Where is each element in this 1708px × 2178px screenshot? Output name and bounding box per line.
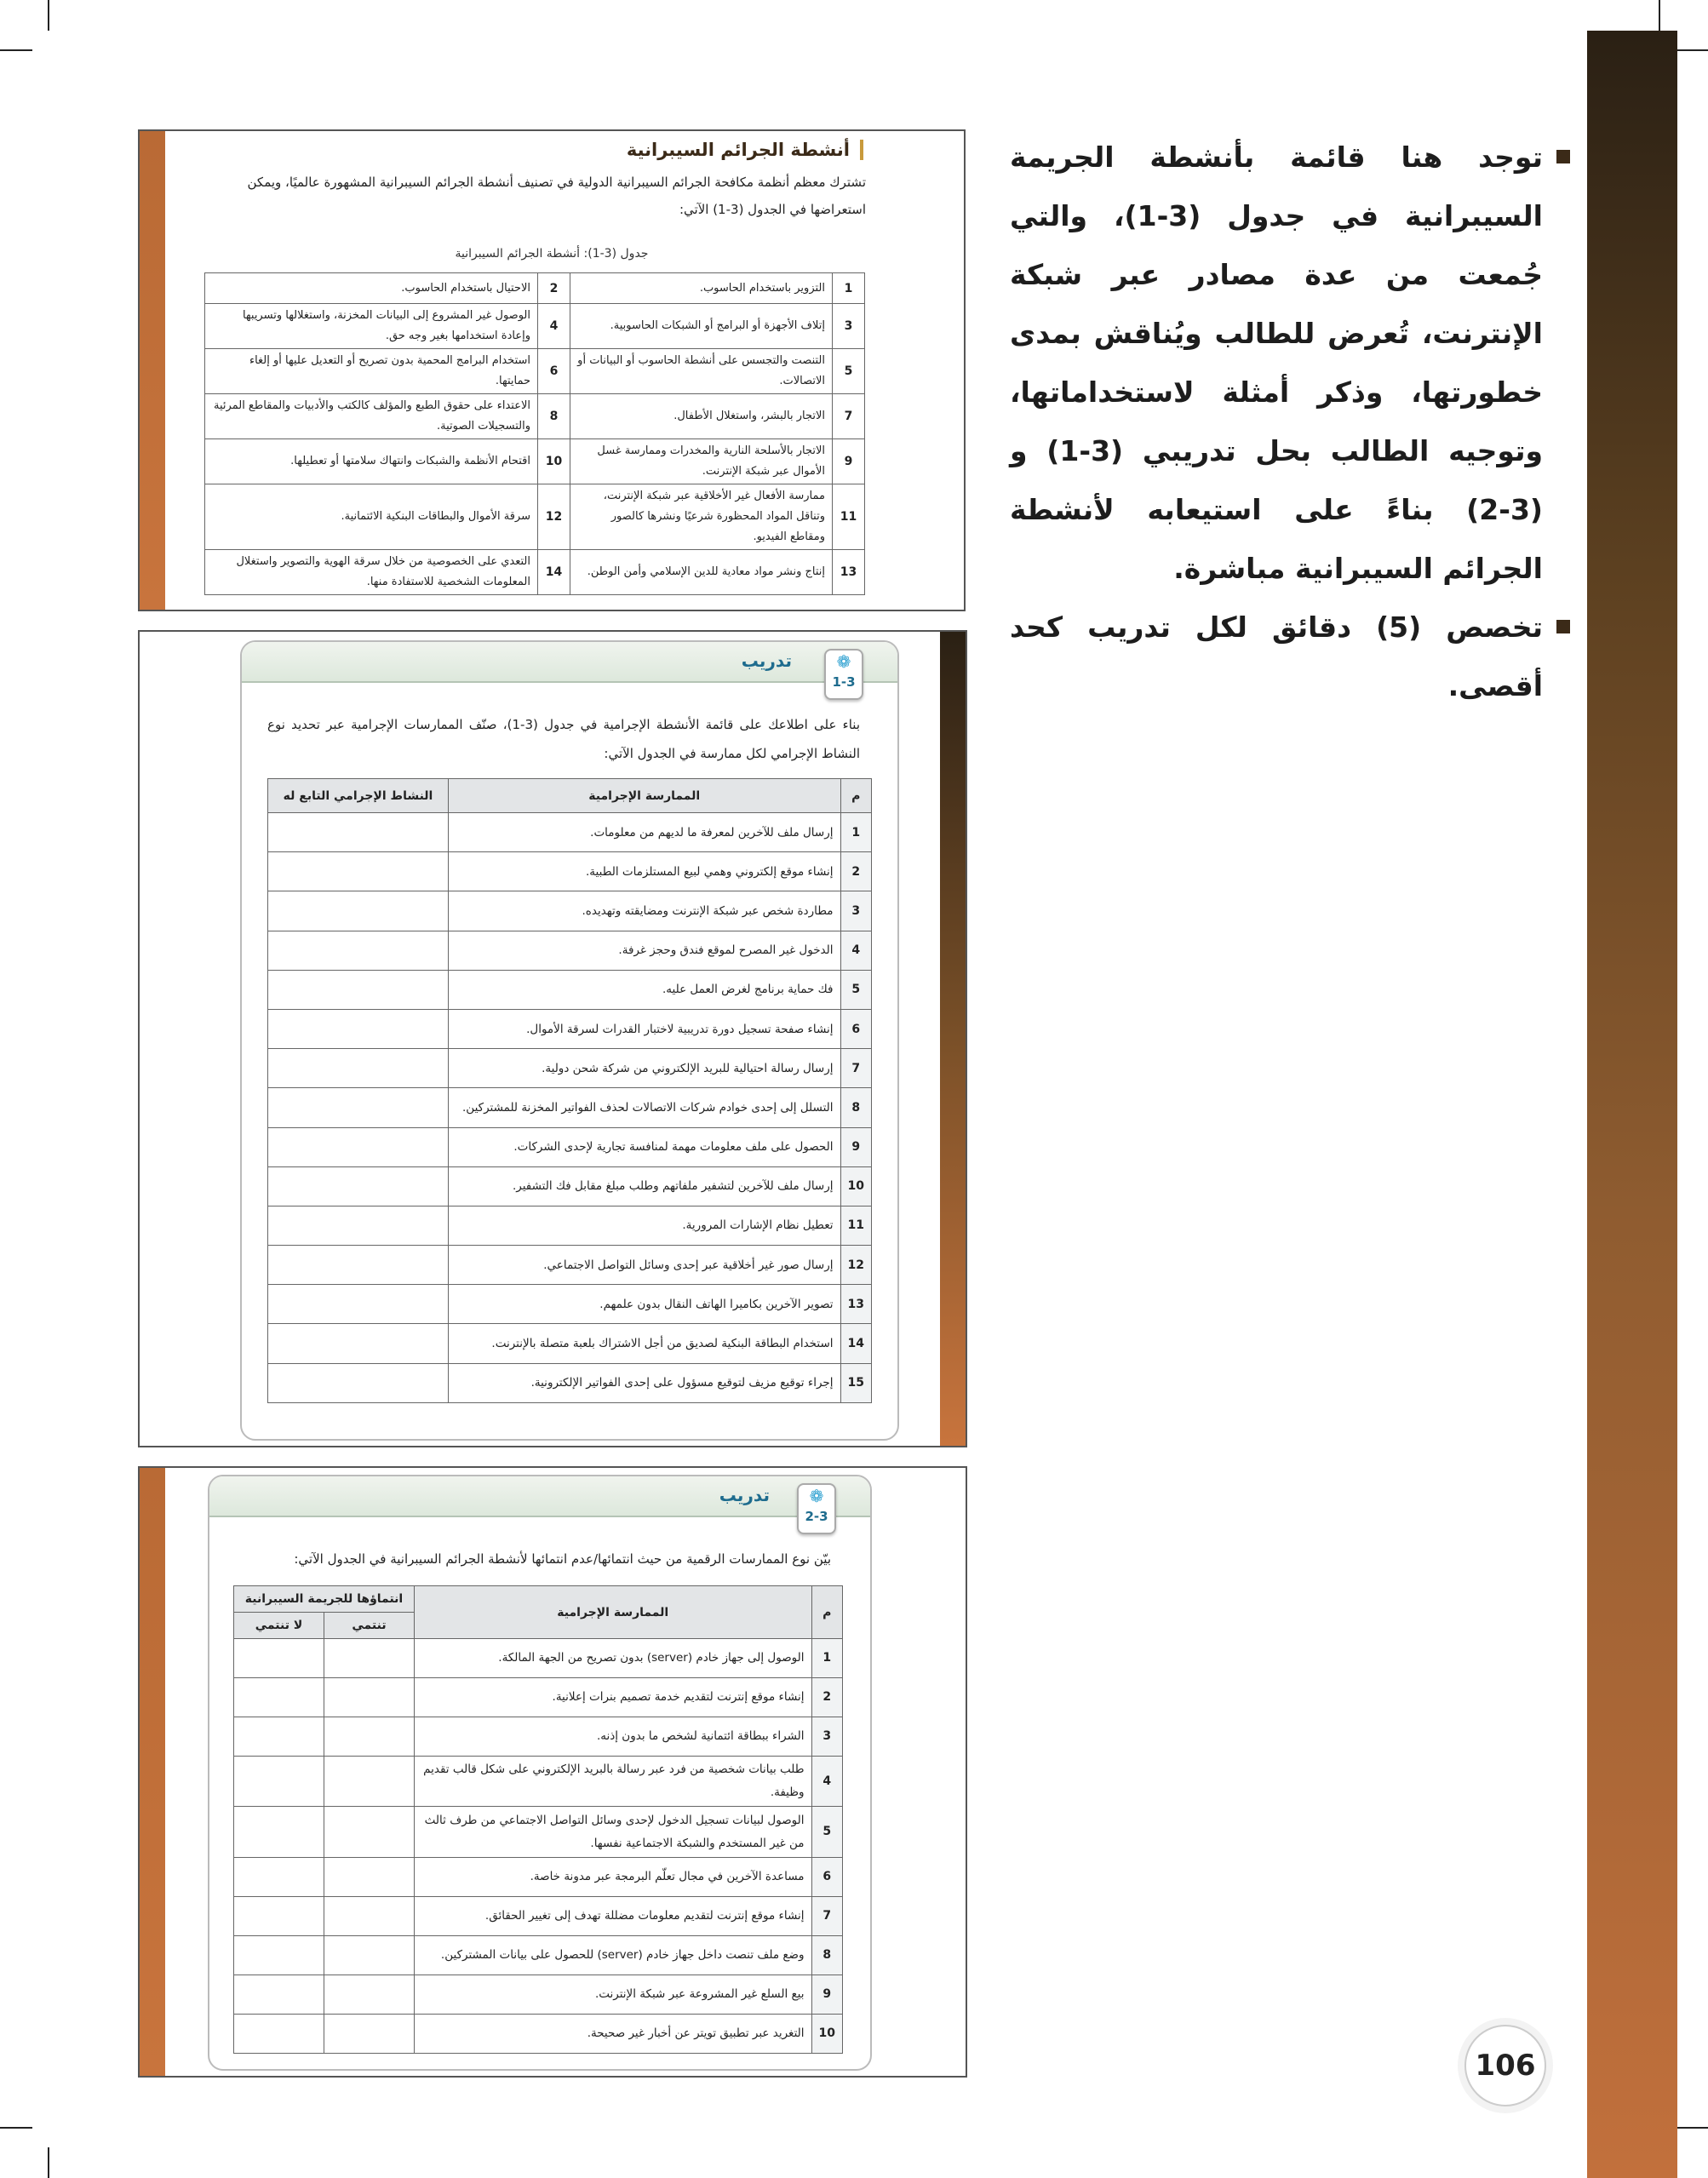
row-number: 10 (811, 2015, 842, 2054)
practice-text: الوصول إلى جهاز خادم (server) بدون تصريح من الجهة المالكة. (415, 1639, 812, 1678)
practice-text: بيع السلع غير المشروعة عبر شبكة الإنترنت. (415, 1975, 812, 2015)
exercise-2-card (208, 1475, 872, 2071)
practice-text: الوصول لبيانات تسجيل الدخول لإحدى وسائل التواصل الاجتماعي من طرف ثالث من غير المستخدم والشبكة الاجتماعية نفسها. (415, 1807, 812, 1858)
exercise-number: 1-3 (832, 674, 856, 690)
row-number: 15 (840, 1363, 871, 1402)
row-number: 14 (840, 1324, 871, 1363)
answer-yes-cell[interactable] (324, 1717, 415, 1757)
table-row (268, 1246, 872, 1285)
table-row (268, 1363, 872, 1402)
activity-text: ممارسة الأفعال غير الأخلاقية عبر شبكة الإنترنت، وتناقل المواد المحظورة شرعيًا ونشرها كالصور ومقاطع الفيديو. (570, 484, 833, 550)
practice-text: التسلل إلى إحدى خوادم شركات الاتصالات لحذف الفواتير المخزنة للمشتركين. (449, 1088, 841, 1127)
crop-mark (1677, 2127, 1708, 2129)
answer-cell[interactable] (268, 891, 449, 931)
practice-text: تعطيل نظام الإشارات المرورية. (449, 1206, 841, 1245)
activity-number: 5 (833, 349, 865, 394)
row-number: 12 (840, 1246, 871, 1285)
answer-cell[interactable] (268, 1363, 449, 1402)
answer-cell[interactable] (268, 1049, 449, 1088)
practice-text: إنشاء موقع إنترنت لتقديم خدمة تصميم بنرات إعلانية. (415, 1678, 812, 1717)
answer-no-cell[interactable] (234, 1807, 324, 1858)
answer-cell[interactable] (268, 813, 449, 852)
practice-text: إرسال ملف للآخرين لمعرفة ما لديهم من معلومات. (449, 813, 841, 852)
practice-text: استخدام البطاقة البنكية لصديق من أجل الاشتراك بلعبة متصلة بالإنترنت. (449, 1324, 841, 1363)
col-number-header: م (840, 779, 871, 813)
row-number: 7 (811, 1897, 842, 1936)
section-title: أنشطة الجرائم السيبرانية (627, 140, 863, 160)
practice-text: إرسال رسالة احتيالية للبريد الإلكتروني من شركة شحن دولية. (449, 1049, 841, 1088)
practice-text: إرسال صور غير أخلاقية عبر إحدى وسائل التواصل الاجتماعي. (449, 1246, 841, 1285)
table-row (268, 931, 872, 970)
answer-no-cell[interactable] (234, 1757, 324, 1807)
exercise-title: تدريب (719, 1485, 770, 1505)
frame-side-bar (140, 131, 165, 610)
table-row (205, 439, 865, 484)
answer-yes-cell[interactable] (324, 1897, 415, 1936)
answer-cell[interactable] (268, 1009, 449, 1048)
row-number: 3 (840, 891, 871, 931)
activity-text: الوصول غير المشروع إلى البيانات المخزنة، واستغلالها وتسريبها وإعادة استخدامها بغير وجه حق. (205, 304, 538, 349)
practice-text: إرسال ملف للآخرين لتشفير ملفاتهم وطلب مبلغ مقابل فك التشفير. (449, 1166, 841, 1206)
col-practice-header: الممارسة الإجرامية (449, 779, 841, 813)
row-number: 7 (840, 1049, 871, 1088)
activity-number: 6 (538, 349, 570, 394)
answer-yes-cell[interactable] (324, 1807, 415, 1858)
exercise-badge (797, 1483, 836, 1534)
table-row (234, 1975, 843, 2015)
table-row (234, 1678, 843, 1717)
crop-mark (48, 0, 49, 31)
practice-text: إنشاء موقع إلكتروني وهمي لبيع المستلزمات الطبية. (449, 852, 841, 891)
answer-no-cell[interactable] (234, 1858, 324, 1897)
activity-number: 8 (538, 394, 570, 439)
table-row (205, 304, 865, 349)
answer-cell[interactable] (268, 931, 449, 970)
row-number: 4 (811, 1757, 842, 1807)
activity-text: الاعتداء على حقوق الطبع والمؤلف كالكتب والأدبيات والمقاطع المرئية والتسجيلات الصوتية. (205, 394, 538, 439)
practice-text: مطاردة شخص عبر شبكة الإنترنت ومضايقته وتهديده. (449, 891, 841, 931)
table-row (268, 891, 872, 931)
row-number: 5 (840, 970, 871, 1009)
activity-number: 13 (833, 550, 865, 595)
activity-text: الاتجار بالبشر، واستغلال الأطفال. (570, 394, 833, 439)
activity-text: اقتحام الأنظمة والشبكات وانتهاك سلامتها أو تعطيلها. (205, 439, 538, 484)
crop-mark (0, 49, 32, 51)
crop-mark (48, 2147, 49, 2178)
table-row (268, 1166, 872, 1206)
practice-text: تصوير الآخرين بكاميرا الهاتف النقال بدون علمهم. (449, 1285, 841, 1324)
row-number: 11 (840, 1206, 871, 1245)
activity-number: 1 (833, 273, 865, 304)
table-row (234, 1897, 843, 1936)
row-number: 10 (840, 1166, 871, 1206)
answer-cell[interactable] (268, 1285, 449, 1324)
activity-text: إنتاج ونشر مواد معادية للدين الإسلامي وأمن الوطن. (570, 550, 833, 595)
exercise-instructions: بناء على اطلاعك على قائمة الأنشطة الإجرامية في جدول (3-1)، صنّف الممارسات الإجرامية عبر تحديد نوع النشاط الإجرامي لكل ممارسة في الجدول الآتي: (267, 717, 860, 761)
practice-text: مساعدة الآخرين في مجال تعلّم البرمجة عبر مدونة خاصة. (415, 1858, 812, 1897)
answer-no-cell[interactable] (234, 2015, 324, 2054)
practice-text: إنشاء موقع إنترنت لتقديم معلومات مضللة تهدف إلى تغيير الحقائق. (415, 1897, 812, 1936)
practice-text: الحصول على ملف معلومات مهمة لمنافسة تجارية لإحدى الشركات. (449, 1127, 841, 1166)
activity-text: التزوير باستخدام الحاسوب. (570, 273, 833, 304)
crop-mark (1659, 0, 1660, 31)
row-number: 13 (840, 1285, 871, 1324)
table-row (205, 484, 865, 550)
row-number: 4 (840, 931, 871, 970)
activity-number: 3 (833, 304, 865, 349)
guide-notes (1010, 128, 1572, 715)
practice-text: الدخول غير المصرح لموقع فندق وحجز غرفة. (449, 931, 841, 970)
exercise-number: 2-3 (805, 1509, 828, 1524)
activity-text: الاحتيال باستخدام الحاسوب. (205, 273, 538, 304)
card-header (242, 642, 897, 683)
row-number: 2 (840, 852, 871, 891)
answer-yes-cell[interactable] (324, 1858, 415, 1897)
cybercrime-activities-frame (138, 129, 966, 611)
table-row (234, 2015, 843, 2054)
exercise-title: تدريب (741, 651, 792, 671)
hand-icon: ❁ (836, 651, 851, 672)
activity-number: 4 (538, 304, 570, 349)
activity-number: 12 (538, 484, 570, 550)
answer-cell[interactable] (268, 852, 449, 891)
practice-text: إجراء توقيع مزيف لتوقيع مسؤول على إحدى الفواتير الإلكترونية. (449, 1363, 841, 1402)
answer-yes-cell[interactable] (324, 1678, 415, 1717)
table-row (268, 1127, 872, 1166)
answer-cell[interactable] (268, 1324, 449, 1363)
activity-number: 10 (538, 439, 570, 484)
activity-text: سرقة الأموال والبطاقات البنكية الائتمانية. (205, 484, 538, 550)
decorative-sidebar (1587, 31, 1677, 2178)
row-number: 1 (840, 813, 871, 852)
col-activity-header: النشاط الإجرامي التابع له (268, 779, 449, 813)
table-row (205, 349, 865, 394)
table-row (234, 1858, 843, 1897)
answer-cell[interactable] (268, 1206, 449, 1245)
answer-no-cell[interactable] (234, 1639, 324, 1678)
practice-text: طلب بيانات شخصية من فرد عبر رسالة بالبريد الإلكتروني على شكل قالب تقديم وظيفة. (415, 1757, 812, 1807)
row-number: 1 (811, 1639, 842, 1678)
table-row (268, 813, 872, 852)
activity-text: التعدي على الخصوصية من خلال سرقة الهوية والتصوير واستغلال المعلومات الشخصية للاستفادة منها. (205, 550, 538, 595)
col-practice-header: الممارسة الإجرامية (415, 1586, 812, 1639)
belonging-table (233, 1585, 843, 2054)
answer-cell[interactable] (268, 1127, 449, 1166)
row-number: 6 (811, 1858, 842, 1897)
row-number: 9 (811, 1975, 842, 2015)
section-intro: تشترك معظم أنظمة مكافحة الجرائم السيبرانية الدولية في تصنيف أنشطة الجرائم السيبرانية المشهورة عالميًا، ويمكن استعراضها في الجدول (3-1) الآتي: (247, 175, 866, 217)
card-header (209, 1476, 870, 1517)
row-number: 8 (811, 1936, 842, 1975)
exercise-instructions: بيّن نوع الممارسات الرقمية من حيث انتمائها/عدم انتمائها لأنشطة الجرائم السيبرانية في الجدول الآتي: (294, 1551, 831, 1567)
answer-yes-cell[interactable] (324, 1975, 415, 2015)
answer-no-cell[interactable] (234, 1717, 324, 1757)
guide-note: تخصص (5) دقائق لكل تدريب كحد أقصى. (1010, 598, 1572, 715)
table-row (234, 1717, 843, 1757)
practice-text: التغريد عبر تطبيق تويتر عن أخبار غير صحيحة. (415, 2015, 812, 2054)
table-row (234, 1936, 843, 1975)
row-number: 5 (811, 1807, 842, 1858)
table-row (268, 1009, 872, 1048)
answer-yes-cell[interactable] (324, 1757, 415, 1807)
table-row (268, 1088, 872, 1127)
practice-text: الشراء ببطاقة ائتمانية لشخص ما بدون إذنه. (415, 1717, 812, 1757)
answer-cell[interactable] (268, 1246, 449, 1285)
row-number: 2 (811, 1678, 842, 1717)
answer-cell[interactable] (268, 1166, 449, 1206)
crop-mark (0, 2127, 32, 2129)
row-number: 6 (840, 1009, 871, 1048)
row-number: 9 (840, 1127, 871, 1166)
table-row (268, 852, 872, 891)
table-row (234, 1639, 843, 1678)
table-row (205, 273, 865, 304)
col-no-header: لا تنتمي (234, 1613, 324, 1639)
col-belonging-header: انتماؤها للجريمة السيبرانية (234, 1586, 415, 1613)
activity-text: إتلاف الأجهزة أو البرامج أو الشبكات الحاسوبية. (570, 304, 833, 349)
col-number-header: م (811, 1586, 842, 1639)
activity-number: 14 (538, 550, 570, 595)
answer-yes-cell[interactable] (324, 2015, 415, 2054)
answer-no-cell[interactable] (234, 1975, 324, 2015)
activity-text: التنصت والتجسس على أنشطة الحاسوب أو البيانات أو الاتصالات. (570, 349, 833, 394)
activity-text: استخدام البرامج المحمية بدون تصريح أو التعديل عليها أو إلغاء حمايتها. (205, 349, 538, 394)
answer-yes-cell[interactable] (324, 1639, 415, 1678)
table-row (268, 1285, 872, 1324)
table-row (268, 1049, 872, 1088)
frame-side-bar (940, 632, 966, 1446)
table-row (268, 1324, 872, 1363)
activity-number: 11 (833, 484, 865, 550)
table-caption: جدول (3-1): أنشطة الجرائم السيبرانية (455, 247, 649, 261)
row-number: 8 (840, 1088, 871, 1127)
frame-side-bar (140, 1468, 165, 2076)
page-number: 106 (1464, 2025, 1546, 2106)
crop-mark (1677, 49, 1708, 51)
practice-text: فك حماية برنامج لغرض العمل عليه. (449, 970, 841, 1009)
table-row (234, 1807, 843, 1858)
practice-text: إنشاء صفحة تسجيل دورة تدريبية لاختبار القدرات لسرقة الأموال. (449, 1009, 841, 1048)
table-row (234, 1757, 843, 1807)
practice-text: وضع ملف تنصت داخل جهاز خادم (server) للحصول على بيانات المشتركين. (415, 1936, 812, 1975)
exercise-1-frame (138, 630, 967, 1447)
answer-no-cell[interactable] (234, 1678, 324, 1717)
answer-yes-cell[interactable] (324, 1936, 415, 1975)
activity-number: 9 (833, 439, 865, 484)
table-row (268, 1206, 872, 1245)
guide-note: توجد هنا قائمة بأنشطة الجريمة السيبرانية في جدول (3-1)، والتي جُمعت من عدة مصادر عبر شبكة الإنترنت، تُعرض للطالب ويُناقش بمدى خطورتها، وذكر أمثلة لاستخداماتها، وتوجيه الطالب بحل تدريبي (3-1) و (3-2) بناءً على استيعابه لأنشطة الجرائم السيبرانية مباشرة. (1010, 128, 1572, 598)
activity-number: 2 (538, 273, 570, 304)
activity-number: 7 (833, 394, 865, 439)
table-row (268, 970, 872, 1009)
table-row (205, 550, 865, 595)
activity-text: الاتجار بالأسلحة النارية والمخدرات وممارسة غسل الأموال عبر شبكة الإنترنت. (570, 439, 833, 484)
answer-no-cell[interactable] (234, 1897, 324, 1936)
table-row (205, 394, 865, 439)
col-yes-header: تنتمي (324, 1613, 415, 1639)
exercise-badge (824, 649, 863, 700)
answer-cell[interactable] (268, 1088, 449, 1127)
exercise-2-frame (138, 1466, 967, 2078)
exercise-1-card (240, 640, 899, 1441)
classification-table (267, 778, 872, 1403)
hand-icon: ❁ (809, 1486, 824, 1506)
row-number: 3 (811, 1717, 842, 1757)
answer-cell[interactable] (268, 970, 449, 1009)
activities-table (204, 272, 865, 595)
answer-no-cell[interactable] (234, 1936, 324, 1975)
